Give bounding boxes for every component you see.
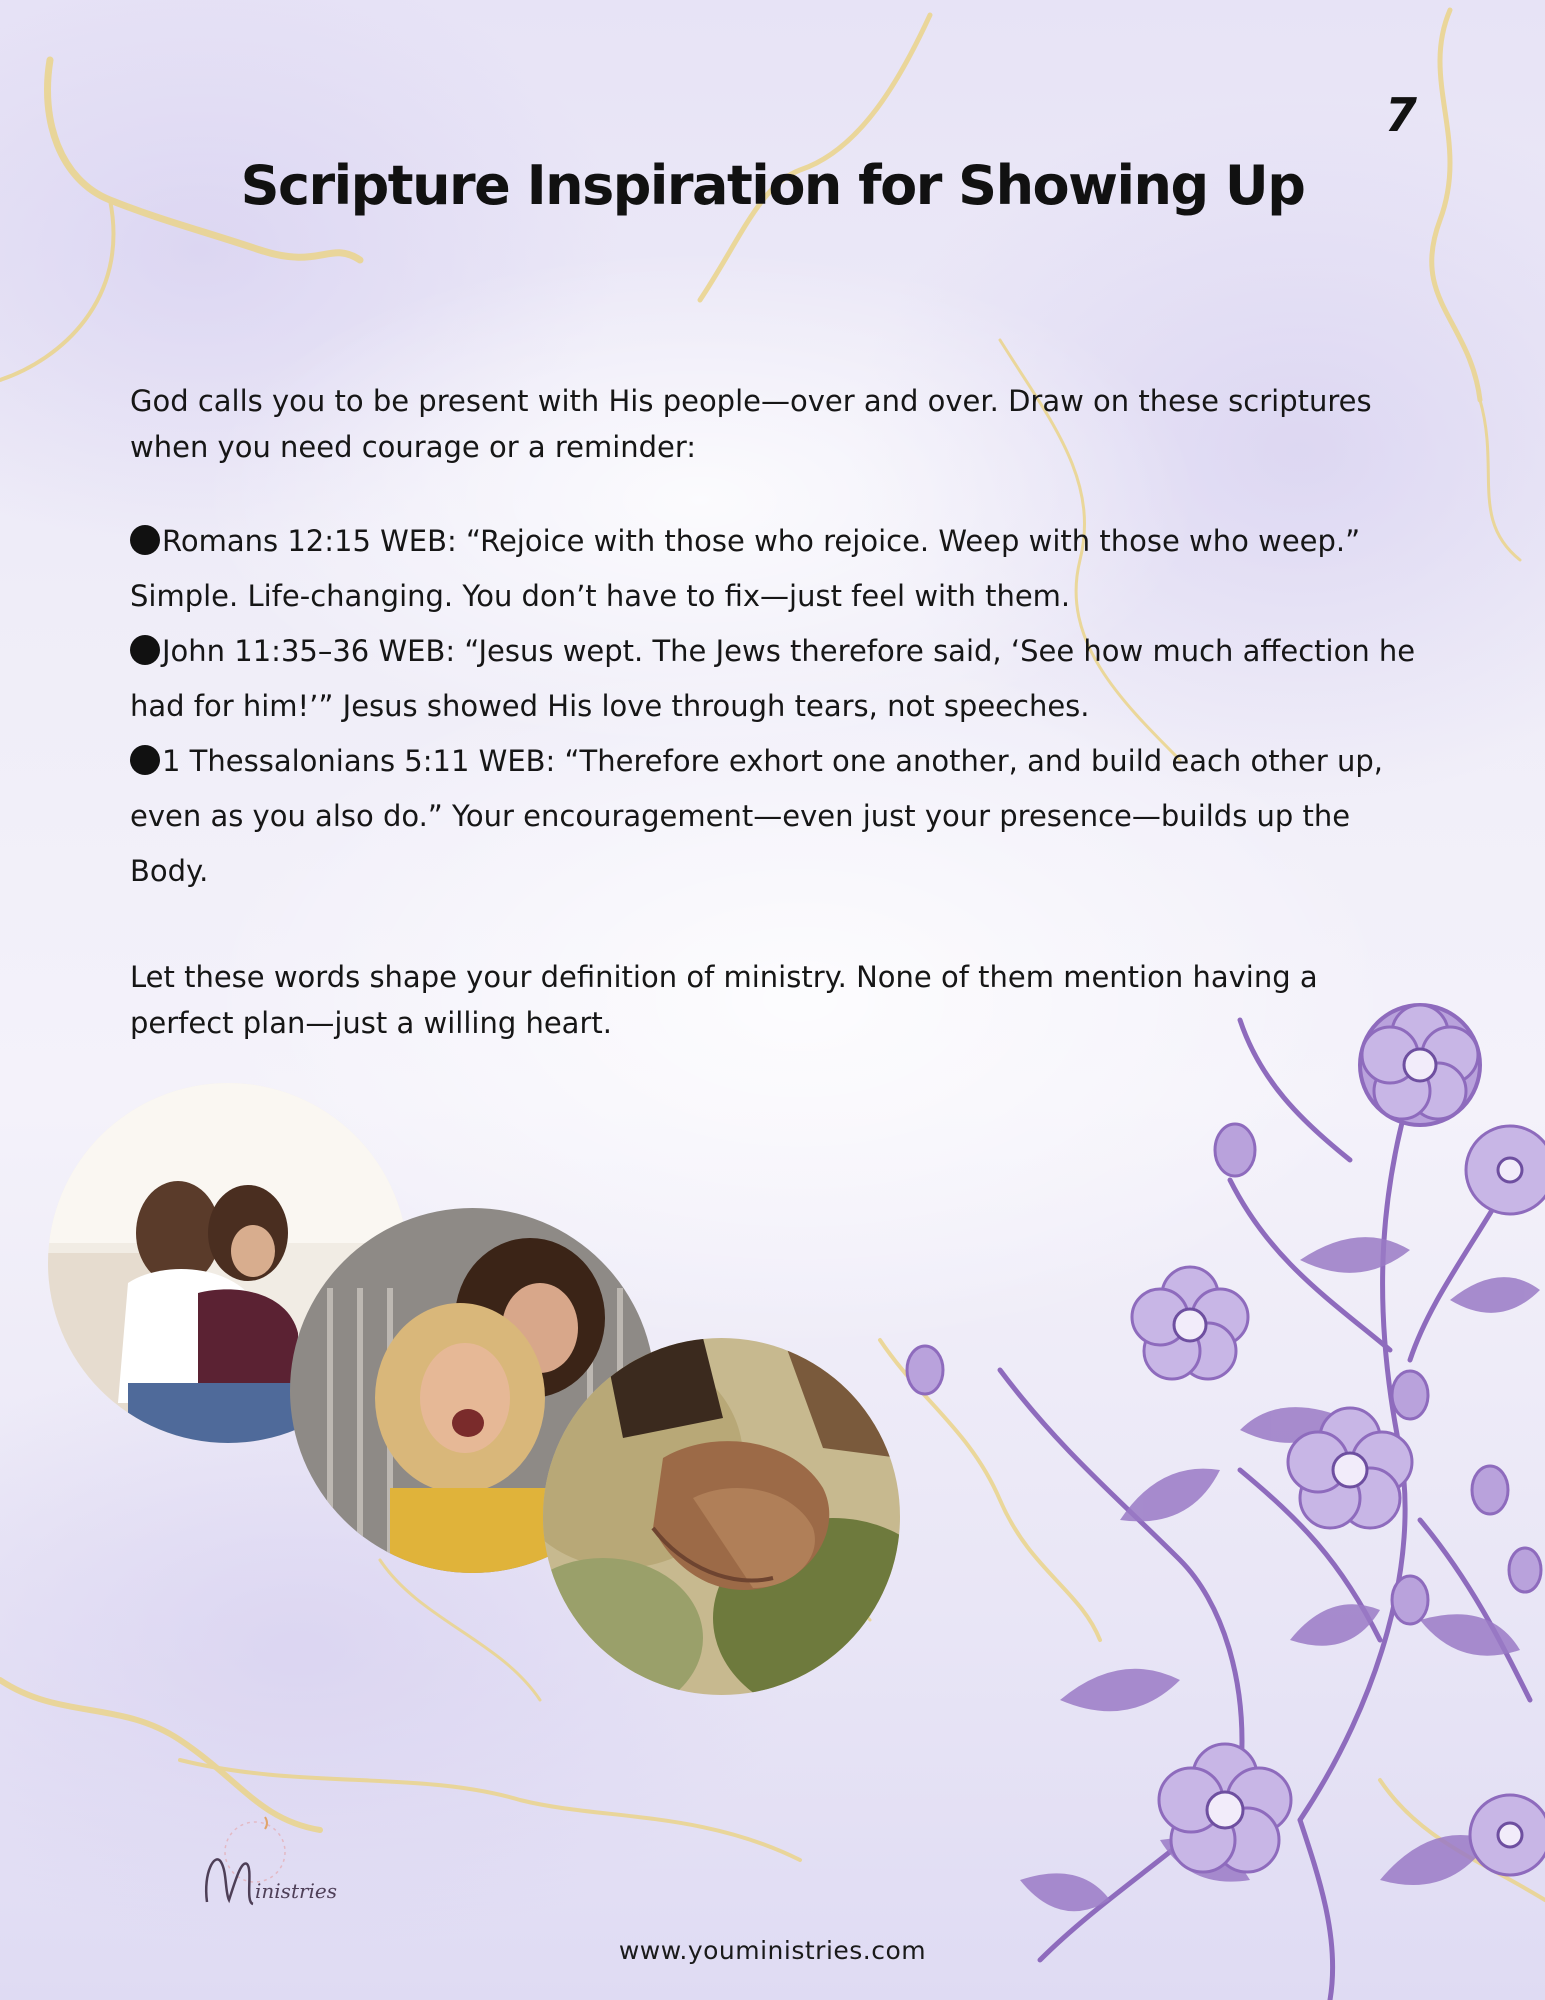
photo-holding-hands bbox=[543, 1338, 900, 1695]
svg-text:inistries: inistries bbox=[255, 1879, 338, 1903]
ministries-logo bbox=[195, 1812, 365, 1922]
page-title: Scripture Inspiration for Showing Up bbox=[240, 154, 1305, 217]
intro-paragraph: God calls you to be present with His people—over and over. Draw on these scriptures when you need courage or a reminder: bbox=[130, 384, 1372, 464]
page-number: 7 bbox=[1385, 88, 1418, 142]
scripture-text: Romans 12:15 WEB: “Rejoice with those who rejoice. Weep with those who weep.” Simple. Life-changing. You don’t have to fix—just feel with them. bbox=[130, 524, 1361, 613]
scripture-text: John 11:35–36 WEB: “Jesus wept. The Jews therefore said, ‘See how much affection he had for him!’” Jesus showed His love through tears, not speeches. bbox=[130, 634, 1416, 723]
bullet-icon bbox=[130, 635, 160, 665]
bullet-icon bbox=[130, 525, 160, 555]
scripture-list bbox=[130, 514, 1420, 899]
scripture-item bbox=[130, 514, 1420, 624]
scripture-item bbox=[130, 624, 1420, 734]
closing-paragraph: Let these words shape your definition of ministry. None of them mention having a perfect plan—just a willing heart. bbox=[130, 960, 1318, 1040]
bullet-icon bbox=[130, 745, 160, 775]
scripture-text: 1 Thessalonians 5:11 WEB: “Therefore exhort one another, and build each other up, even as you also do.” Your encouragement—even just your presence—builds up the Body. bbox=[130, 744, 1384, 888]
footer-url[interactable]: www.youministries.com bbox=[618, 1936, 927, 1965]
scripture-item bbox=[130, 734, 1420, 899]
